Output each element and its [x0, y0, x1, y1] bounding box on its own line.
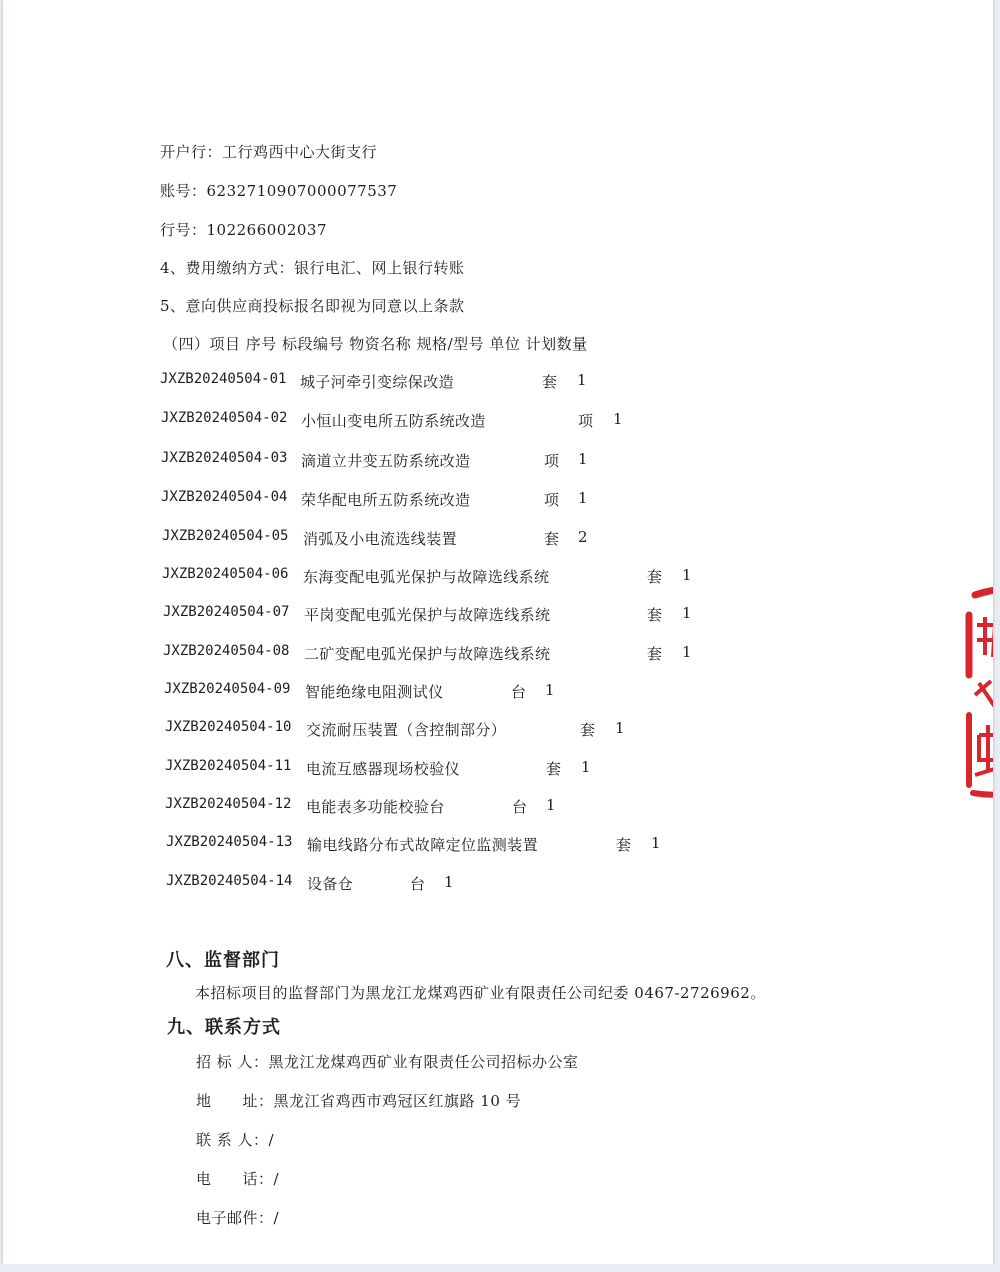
item-unit: 台 [511, 683, 527, 701]
address-line [196, 1090, 521, 1111]
item-code: JXZB20240504-14 [166, 873, 293, 889]
tenderer-label: 招 标 人： [196, 1053, 269, 1071]
bank-account: 账号：6232710907000077537 [160, 182, 398, 200]
item-qty: 1 [444, 873, 454, 891]
document-page [3, 0, 993, 1264]
seal-glyph [975, 725, 993, 775]
item-qty: 1 [578, 489, 588, 507]
item-code: JXZB20240504-06 [162, 566, 289, 582]
item-unit: 台 [512, 798, 528, 816]
email-label: 电子邮件： [196, 1209, 274, 1227]
contact-heading: 九、联系方式 [167, 1017, 281, 1038]
item-name: 东海变配电弧光保护与故障选线系统 [303, 568, 550, 586]
item-code: JXZB20240504-09 [164, 681, 291, 697]
item-qty: 1 [682, 604, 692, 622]
supervision-heading: 八、监督部门 [166, 950, 280, 971]
bank-branch: 开户行：工行鸡西中心大街支行 [160, 143, 378, 161]
seal-glyph [975, 681, 993, 707]
viewer-bottom-edge [0, 1264, 1000, 1272]
contact-person-value: / [268, 1131, 275, 1149]
seal-arc [973, 785, 993, 795]
item-qty: 1 [578, 450, 588, 468]
item-unit: 套 [616, 836, 632, 854]
item-name: 设备仓 [307, 875, 354, 893]
seal-glyph [977, 617, 993, 657]
item-name: 消弧及小电流选线装置 [303, 530, 458, 548]
tenderer-value: 黑龙江龙煤鸡西矿业有限责任公司招标办公室 [268, 1053, 579, 1071]
seal-arc [975, 589, 993, 605]
contact-person-label: 联 系 人： [196, 1131, 269, 1149]
red-seal-stamp [965, 585, 993, 800]
payment-method: 4、费用缴纳方式：银行电汇、网上银行转账 [160, 259, 465, 277]
item-qty: 1 [577, 371, 587, 389]
phone-label: 电 话： [196, 1170, 274, 1188]
item-unit: 台 [410, 875, 426, 893]
item-unit: 套 [544, 530, 560, 548]
item-qty: 2 [578, 528, 588, 546]
item-code: JXZB20240504-05 [162, 528, 289, 544]
item-name: 智能绝缘电阻测试仪 [305, 683, 444, 701]
item-name: 电流互感器现场校验仪 [306, 760, 461, 778]
item-name: 小恒山变电所五防系统改造 [301, 412, 486, 430]
item-qty: 1 [545, 681, 555, 699]
item-name: 平岗变配电弧光保护与故障选线系统 [304, 606, 551, 624]
email-line [196, 1207, 279, 1228]
item-unit: 项 [544, 491, 560, 509]
item-name: 滴道立井变五防系统改造 [301, 452, 471, 470]
item-qty: 1 [581, 758, 591, 776]
item-code: JXZB20240504-07 [163, 604, 290, 620]
item-unit: 套 [580, 721, 596, 739]
agreement-clause: 5、意向供应商投标报名即视为同意以上条款 [160, 297, 465, 315]
supervision-text: 本招标项目的监督部门为黑龙江龙煤鸡西矿业有限责任公司纪委 0467-2726962。 [195, 984, 766, 1002]
item-qty: 1 [682, 643, 692, 661]
item-qty: 1 [682, 566, 692, 584]
item-name: 城子河牵引变综保改造 [300, 373, 455, 391]
item-name: 荣华配电所五防系统改造 [301, 491, 471, 509]
item-qty: 1 [546, 796, 556, 814]
item-code: JXZB20240504-03 [161, 450, 288, 466]
item-code: JXZB20240504-12 [165, 796, 292, 812]
item-unit: 套 [647, 568, 663, 586]
item-unit: 项 [578, 412, 594, 430]
item-code: JXZB20240504-10 [165, 719, 292, 735]
item-name: 交流耐压装置（含控制部分） [306, 721, 507, 739]
items-header: （四）项目 序号 标段编号 物资名称 规格/型号 单位 计划数量 [163, 335, 588, 353]
item-unit: 套 [546, 760, 562, 778]
email-value: / [273, 1209, 280, 1227]
item-unit: 项 [544, 452, 560, 470]
phone-line [196, 1168, 279, 1189]
bank-code: 行号：102266002037 [160, 221, 328, 239]
item-name: 输电线路分布式故障定位监测装置 [307, 836, 539, 854]
item-unit: 套 [542, 373, 558, 391]
item-code: JXZB20240504-02 [161, 410, 288, 426]
item-code: JXZB20240504-04 [161, 489, 288, 505]
item-unit: 套 [647, 645, 663, 663]
item-code: JXZB20240504-08 [163, 643, 290, 659]
item-code: JXZB20240504-13 [166, 834, 293, 850]
item-code: JXZB20240504-11 [165, 758, 292, 774]
item-code: JXZB20240504-01 [160, 371, 287, 387]
address-label: 地 址： [196, 1092, 274, 1110]
item-qty: 1 [615, 719, 625, 737]
item-qty: 1 [651, 834, 661, 852]
tenderer-line [196, 1051, 579, 1072]
item-name: 二矿变配电弧光保护与故障选线系统 [304, 645, 551, 663]
item-unit: 套 [647, 606, 663, 624]
item-name: 电能表多功能校验台 [306, 798, 445, 816]
phone-value: / [273, 1170, 280, 1188]
contact-person-line [196, 1129, 274, 1150]
address-value: 黑龙江省鸡西市鸡冠区红旗路 10 号 [273, 1092, 522, 1110]
item-qty: 1 [613, 410, 623, 428]
